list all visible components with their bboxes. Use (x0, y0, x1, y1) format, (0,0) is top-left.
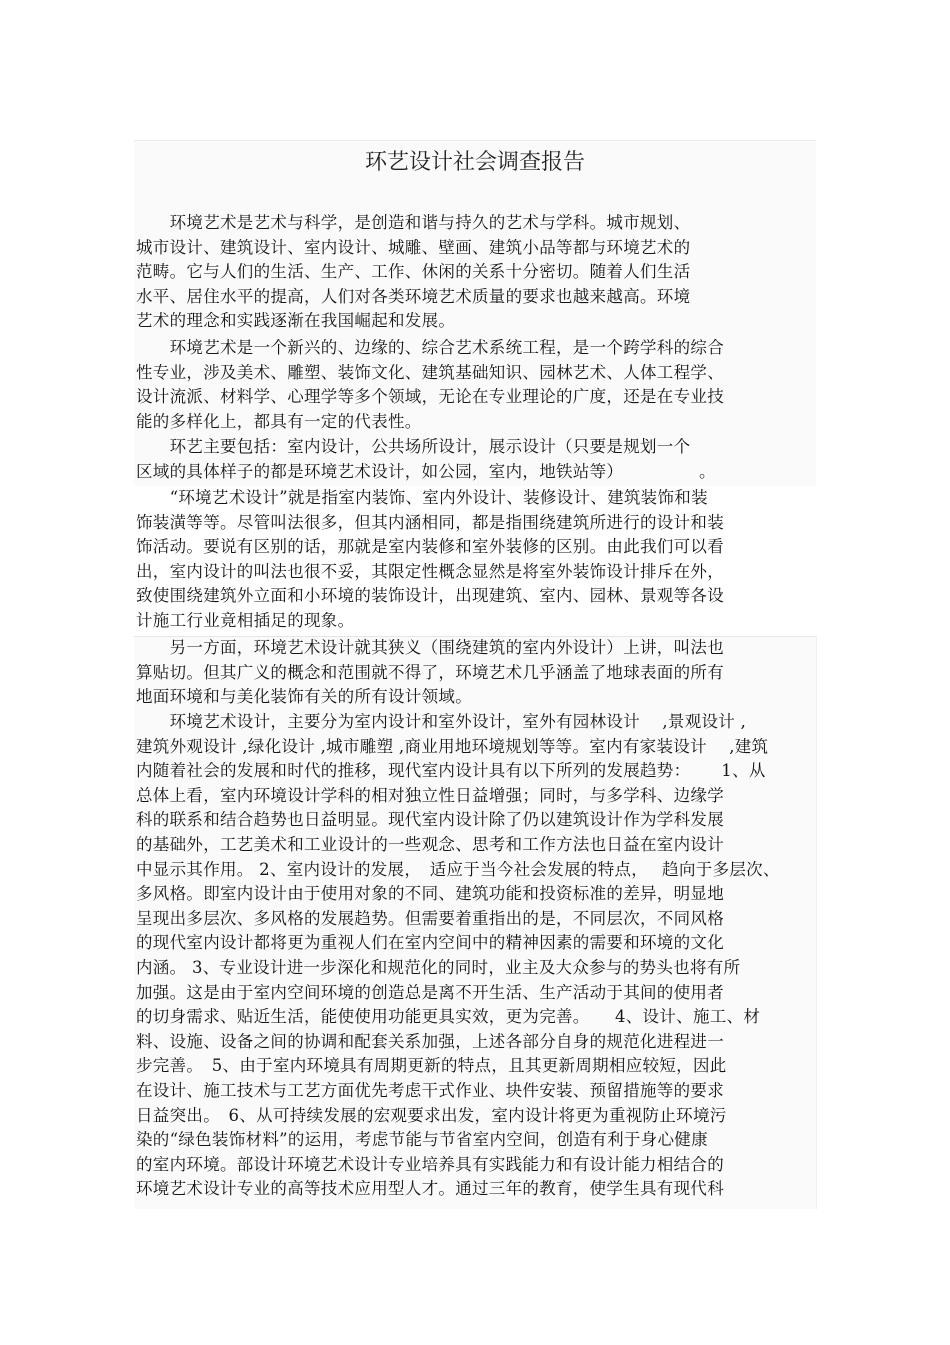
text-line: 内涵。 3、专业设计进一步深化和规范化的同时，业主及大众参与的势头也将有所 (136, 957, 741, 977)
text-line: 的现代室内设计都将更为重视人们在室内空间中的精神因素的需要和环境的文化 (136, 933, 724, 953)
paragraph-definition (136, 486, 724, 634)
text-line: 城市设计、建筑设计、室内设计、城雕、壁画、建筑小品等都与环境艺术的 (136, 237, 691, 257)
paragraph-narrow-broad (136, 636, 724, 710)
text-line: 日益突出。 6、从可持续发展的宏观要求出发，室内设计将更为重视防止环境污 (136, 1105, 727, 1125)
text-line: 能的多样化上，都具有一定的代表性。 (136, 411, 422, 431)
text-line: 步完善。 5、由于室内环境具有周期更新的特点，且其更新周期相应较短，因此 (136, 1056, 727, 1076)
text-line: 建筑外观设计 ,绿化设计 ,城市雕塑 ,商业用地环境规划等等。室内有家装设计 ,建筑 (136, 736, 769, 756)
text-line: 的切身需求、贴近生活，能使使用功能更具实效，更为完善。 4、设计、施工、材 (136, 1007, 761, 1027)
text-line: 料、设施、设备之间的协调和配套关系加强，上述各部分自身的规范化进程进一 (136, 1031, 724, 1051)
text-line: 环境艺术设计，主要分为室内设计和室外设计，室外有园林设计 ,景观设计 , (136, 712, 747, 731)
paragraph-discipline (136, 336, 724, 434)
text-line: 染的“绿色装饰材料”的运用，考虑节能与节省室内空间，创造有利于身心健康 (136, 1130, 708, 1150)
text-line: 范畴。它与人们的生活、生产、工作、休闲的关系十分密切。随着人们生活 (136, 262, 691, 282)
text-line: 设计流派、材料学、心理学等多个领域，无论在专业理论的广度，还是在专业技 (136, 387, 724, 407)
text-line: “环境艺术设计”就是指室内装饰、室内外设计、装修设计、建筑装饰和装 (136, 488, 708, 507)
paragraph-scope (136, 435, 716, 484)
document-page (134, 140, 816, 1208)
text-line: 环境艺术设计专业的高等技术应用型人才。通过三年的教育，使学生具有现代科 (136, 1179, 724, 1199)
text-line: 多风格。即室内设计由于使用对象的不同、建筑功能和投资标准的差异，明显地 (136, 884, 724, 904)
text-line: 内随着社会的发展和时代的推移，现代室内设计具有以下所列的发展趋势： 1、从 (136, 761, 766, 781)
text-line: 计施工行业竟相插足的现象。 (136, 610, 355, 630)
text-line: 呈现出多层次、多风格的发展趋势。但需要着重指出的是，不同层次，不同风格 (136, 908, 724, 928)
text-line: 饰装潢等等。尽管叫法很多，但其内涵相同，都是指围绕建筑所进行的设计和装 (136, 512, 724, 532)
paragraph-intro (136, 211, 690, 334)
text-line: 致使围绕建筑外立面和小环境的装饰设计，出现建筑、室内、园林、景观等各设 (136, 586, 724, 606)
text-line: 的基础外，工艺美术和工业设计的一些观念、思考和工作方法也日益在室内设计 (136, 834, 724, 854)
text-line: 环境艺术是一个新兴的、边缘的、综合艺术系统工程，是一个跨学科的综合 (136, 338, 724, 357)
text-line: 的室内环境。部设计环境艺术设计专业培养具有实践能力和有设计能力相结合的 (136, 1154, 724, 1174)
text-line: 饰活动。要说有区别的话，那就是室内装修和室外装修的区别。由此我们可以看 (136, 537, 724, 557)
text-line: 加强。这是由于室内空间环境的创造总是离不开生活、生产活动于其间的使用者 (136, 982, 724, 1002)
text-line: 地面环境和与美化装饰有关的所有设计领域。 (136, 687, 472, 707)
text-line: 另一方面，环境艺术设计就其狭义（围绕建筑的室内外设计）上讲，叫法也 (136, 638, 724, 657)
text-line: 总体上看，室内环境设计学科的相对独立性日益增强；同时，与多学科、边缘学 (136, 785, 724, 805)
text-line: 区域的具体样子的都是环境艺术设计，如公园，室内，地铁站等） 。 (136, 461, 716, 481)
text-line: 科的联系和结合趋势也日益明显。现代室内设计除了仍以建筑设计作为学科发展 (136, 810, 724, 830)
text-line: 环境艺术是艺术与科学，是创造和谐与持久的艺术与学科。城市规划、 (136, 213, 691, 232)
paragraph-trends (136, 710, 780, 1202)
text-line: 中显示其作用。 2、室内设计的发展， 适应于当今社会发展的特点， 趋向于多层次、 (136, 859, 780, 879)
text-line: 在设计、施工技术与工艺方面优先考虑干式作业、块件安装、预留措施等的要求 (136, 1080, 724, 1100)
text-line: 算贴切。但其广义的概念和范围就不得了，环境艺术几乎涵盖了地球表面的所有 (136, 662, 724, 682)
text-line: 水平、居住水平的提高，人们对各类环境艺术质量的要求也越来越高。环境 (136, 286, 691, 306)
text-line: 出，室内设计的叫法也很不妥，其限定性概念显然是将室外装饰设计排斥在外， (136, 561, 724, 581)
text-line: 性专业，涉及美术、雕塑、装饰文化、建筑基础知识、园林艺术、人体工程学、 (136, 362, 724, 382)
text-line: 艺术的理念和实践逐渐在我国崛起和发展。 (136, 311, 456, 331)
page-title: 环艺设计社会调查报告 (364, 150, 585, 175)
text-line: 环艺主要包括：室内设计，公共场所设计，展示设计（只要是规划一个 (136, 437, 691, 456)
